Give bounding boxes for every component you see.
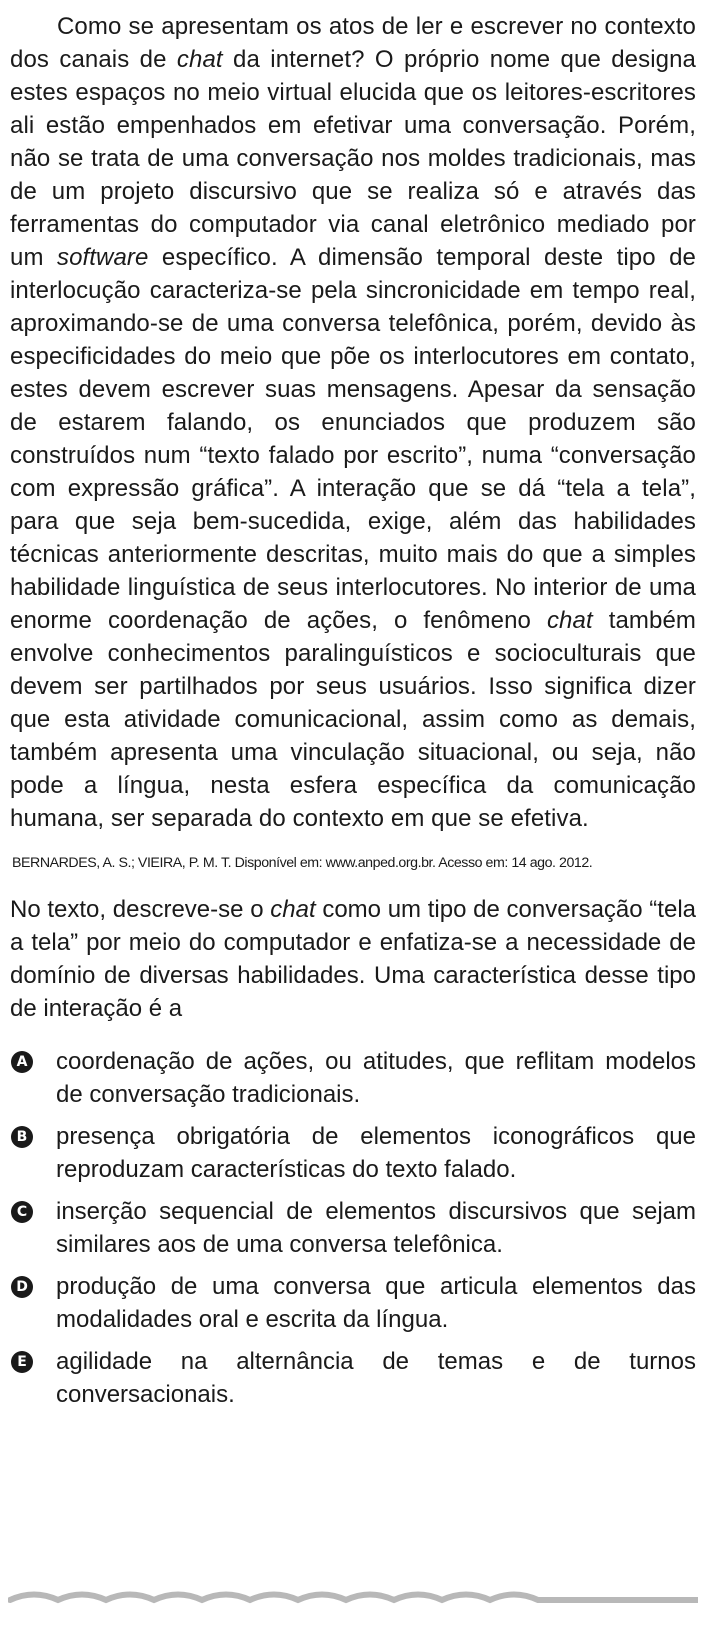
source-citation: BERNARDES, A. S.; VIEIRA, P. M. T. Disponível em: www.anped.org.br. Acesso em: 14 ago. 2012.: [12, 855, 593, 871]
option-text: produção de uma conversa que articula elementos das modalidades oral e escrita da língua.: [56, 1273, 696, 1333]
question-segment: como um tipo de conversação “tela a tela” por meio do computador e enfatiza-se a necessidade de domínio de diversas habilidades. Uma característica desse tipo de interação é a: [10, 896, 696, 1022]
answer-option-e[interactable]: [10, 1345, 696, 1411]
question-segment: No texto, descreve-se o: [10, 896, 271, 923]
passage-segment: da internet? O próprio nome que designa estes espaços no meio virtual elucida que os leitores-escritores ali estão empenhados em efetivar uma conversação. Porém, não se trata de uma conversação nos moldes tradicionais, mas de um projeto discursivo que se realiza só e através das ferramentas do computador via canal eletrônico mediado por um: [10, 46, 697, 271]
option-letter-b-icon: B: [11, 1126, 33, 1148]
question-italic-term: chat: [270, 896, 316, 923]
option-text: coordenação de ações, ou atitudes, que reflitam modelos de conversação tradicionais.: [56, 1048, 696, 1108]
option-letter-e-icon: E: [11, 1351, 33, 1373]
option-text: inserção sequencial de elementos discursivos que sejam similares aos de uma conversa telefônica.: [56, 1198, 696, 1258]
option-letter-a-icon: A: [11, 1051, 33, 1073]
passage-segment: Como se apresentam os atos de ler e escrever no contexto dos canais de: [10, 13, 696, 73]
question-stem: [10, 893, 696, 1025]
answer-option-b[interactable]: [10, 1120, 696, 1186]
passage-segment: também envolve conhecimentos paralinguísticos e socioculturais que devem ser partilhados por seus usuários. Isso significa dizer que esta atividade comunicacional, assim como as demais, também apresenta uma vinculação situacional, ou seja, não pode a língua, nesta esfera específica da comunicação humana, ser separada do contexto em que se efetiva.: [10, 607, 696, 832]
question-page: [10, 10, 696, 1420]
passage-segment: específico. A dimensão temporal deste tipo de interlocução caracteriza-se pela sincronicidade em tempo real, aproximando-se de uma conversa telefônica, porém, devido às especificidades do meio que põe os interlocutores em contato, estes devem escrever suas mensagens. Apesar da sensação de estarem falando, os enunciados que produzem são construídos num “texto falado por escrito”, numa “conversação com expressão gráfica”. A interação que se dá “tela a tela”, para que seja bem-sucedida, exige, além das habilidades técnicas anteriormente descritas, muito mais do que a simples habilidade linguística de seus interlocutores. No interior de uma enorme coordenação de ações, o fenômeno: [10, 244, 696, 634]
option-letter-c-icon: C: [11, 1201, 33, 1223]
answer-option-a[interactable]: [10, 1045, 696, 1111]
passage-italic-term: chat: [176, 46, 223, 73]
answer-options: [10, 1045, 696, 1411]
option-text: presença obrigatória de elementos iconográficos que reproduzam características do texto falado.: [56, 1123, 696, 1183]
passage-italic-term: chat: [546, 607, 593, 634]
answer-option-d[interactable]: [10, 1270, 696, 1336]
passage-text: [10, 10, 696, 835]
passage-italic-term: software: [56, 244, 149, 271]
answer-option-c[interactable]: [10, 1195, 696, 1261]
wave-divider-icon: [8, 1588, 698, 1608]
option-text: agilidade na alternância de temas e de turnos conversacionais.: [56, 1348, 696, 1408]
option-letter-d-icon: D: [11, 1276, 33, 1298]
